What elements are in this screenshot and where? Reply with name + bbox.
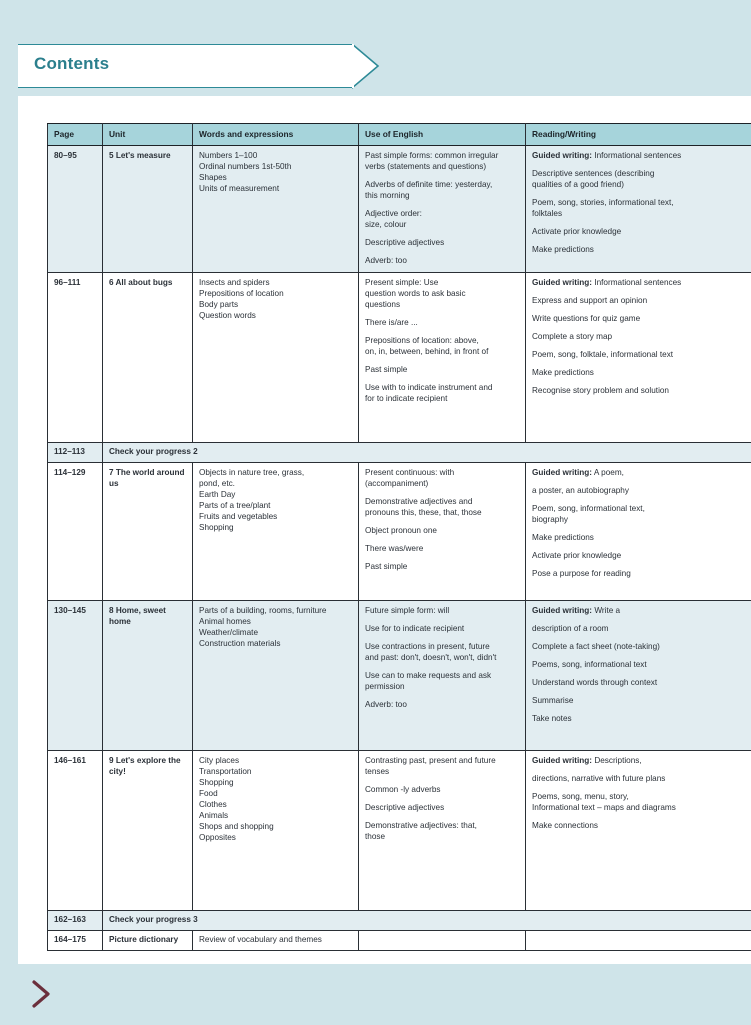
cell-group xyxy=(365,562,519,573)
cell-group xyxy=(365,497,519,519)
cell-progress-label: Check your progress 3 xyxy=(103,911,751,931)
cell-line: on, in, between, behind, in front of xyxy=(365,346,489,356)
cell-group xyxy=(365,606,519,617)
cell-group xyxy=(365,365,519,376)
cell-line: Complete a fact sheet (note-taking) xyxy=(532,642,660,652)
cell-group xyxy=(532,278,751,289)
cell-line: Weather/climate xyxy=(199,628,259,638)
cell-line: Ordinal numbers 1st-50th xyxy=(199,162,292,172)
cell-line: Informational text – maps and diagrams xyxy=(532,803,676,813)
cell-group xyxy=(532,533,751,544)
column-header-unit: Unit xyxy=(103,124,193,146)
cell-unit: Picture dictionary xyxy=(103,931,193,951)
cell-group xyxy=(532,245,751,256)
cell-line: Demonstrative adjectives and xyxy=(365,497,473,507)
cell-line: Opposites xyxy=(199,832,236,842)
cell-line: Shops and shopping xyxy=(199,821,274,831)
cell-page: 112–113 xyxy=(48,443,103,463)
cell-page: 162–163 xyxy=(48,911,103,931)
cell-line: folktales xyxy=(532,208,563,218)
cell-unit: 5 Let's measure xyxy=(103,146,193,273)
cell-line: Parts of a building, rooms, furniture xyxy=(199,606,327,616)
cell-line: Prepositions of location: above, xyxy=(365,336,479,346)
cell-line: those xyxy=(365,831,386,841)
guided-writing-value: Informational sentences xyxy=(592,278,682,288)
guided-writing-label: Guided writing: xyxy=(532,278,593,288)
table-row xyxy=(48,751,751,911)
cell-line: Shapes xyxy=(199,172,227,182)
cell-group xyxy=(532,227,751,238)
cell-line: Activate prior knowledge xyxy=(532,226,622,236)
cell-group xyxy=(532,696,751,707)
cell-line: permission xyxy=(365,681,405,691)
cell-group xyxy=(532,151,751,162)
cell-line: Express and support an opinion xyxy=(532,296,648,306)
cell-page: 146–161 xyxy=(48,751,103,911)
cell-group xyxy=(532,624,751,635)
cell-line: Make predictions xyxy=(532,244,594,254)
cell-line: Shopping xyxy=(199,522,234,532)
guided-writing-value: A poem, xyxy=(592,468,624,478)
cell-unit: 7 The world around us xyxy=(103,463,193,601)
cell-group xyxy=(365,151,519,173)
cell-line: Recognise story problem and solution xyxy=(532,385,669,395)
cell-line: Past simple xyxy=(365,561,408,571)
cell-line: description of a room xyxy=(532,624,609,634)
cell-line: Use contractions in present, future xyxy=(365,642,490,652)
cell-line: Object pronoun one xyxy=(365,525,437,535)
cell-page: 114–129 xyxy=(48,463,103,601)
cell-line: Complete a story map xyxy=(532,332,613,342)
cell-line: Adverbs of definite time: yesterday, xyxy=(365,179,493,189)
cell-group xyxy=(532,660,751,671)
guided-writing-label: Guided writing: xyxy=(532,606,593,616)
cell-page: 164–175 xyxy=(48,931,103,951)
cell-group xyxy=(365,642,519,664)
cell-line: directions, narrative with future plans xyxy=(532,774,666,784)
cell-line: question words to ask basic xyxy=(365,289,466,299)
cell-use-of-english xyxy=(359,751,526,911)
cell-line: questions xyxy=(365,300,401,310)
cell-line: Insects and spiders xyxy=(199,278,270,288)
cell-line: qualities of a good friend) xyxy=(532,179,624,189)
cell-line: Numbers 1–100 xyxy=(199,151,258,161)
cell-group xyxy=(365,238,519,249)
cell-reading-writing xyxy=(526,146,751,273)
cell-group xyxy=(532,169,751,191)
cell-line: Earth Day xyxy=(199,490,236,500)
cell-use-of-english xyxy=(359,601,526,751)
cell-group xyxy=(365,756,519,778)
cell-line: Use can to make requests and ask xyxy=(365,670,492,680)
cell-group xyxy=(532,468,751,479)
table-row-dictionary xyxy=(48,931,751,951)
cell-reading-writing xyxy=(526,601,751,751)
cell-group xyxy=(532,504,751,526)
table-row xyxy=(48,273,751,443)
cell-line: Descriptive adjectives xyxy=(365,803,445,813)
cell-line: for to indicate recipient xyxy=(365,393,448,403)
cell-group xyxy=(365,278,519,311)
table-row xyxy=(48,146,751,273)
column-header-reading: Reading/Writing xyxy=(526,124,751,146)
table-row-progress xyxy=(48,911,751,931)
cell-group xyxy=(532,678,751,689)
cell-line: Poems, song, menu, story, xyxy=(532,792,629,802)
contents-table xyxy=(47,123,751,951)
cell-line: this morning xyxy=(365,190,410,200)
table-row-progress xyxy=(48,443,751,463)
cell-line: Question words xyxy=(199,311,256,321)
guided-writing-value: Informational sentences xyxy=(592,151,682,161)
cell-line: Use with to indicate instrument and xyxy=(365,382,493,392)
cell-line: Descriptive adjectives xyxy=(365,237,445,247)
cell-group xyxy=(365,256,519,267)
cell-line: Make predictions xyxy=(532,367,594,377)
cell-group xyxy=(365,544,519,555)
cell-group xyxy=(532,368,751,379)
cell-group xyxy=(365,209,519,231)
cell-line: Adverb: too xyxy=(365,699,407,709)
cell-words: Review of vocabulary and themes xyxy=(193,931,359,951)
cell-words xyxy=(193,146,359,273)
cell-reading-writing xyxy=(526,931,751,951)
guided-writing-label: Guided writing: xyxy=(532,151,593,161)
guided-writing-value: Write a xyxy=(592,606,621,616)
cell-line: Shopping xyxy=(199,778,234,788)
cell-group xyxy=(532,714,751,725)
cell-line: Take notes xyxy=(532,713,572,723)
column-header-use: Use of English xyxy=(359,124,526,146)
cell-group xyxy=(532,296,751,307)
cell-line: Past simple forms: common irregular xyxy=(365,151,499,161)
cell-line: tenses xyxy=(365,767,390,777)
cell-group xyxy=(199,756,352,843)
cell-group xyxy=(532,314,751,325)
cell-group xyxy=(532,756,751,767)
cell-line: verbs (statements and questions) xyxy=(365,162,487,172)
cell-line: and past: don't, doesn't, won't, didn't xyxy=(365,653,497,663)
cell-line: Make connections xyxy=(532,820,598,830)
cell-line: Past simple xyxy=(365,364,408,374)
cell-line: Pose a purpose for reading xyxy=(532,568,631,578)
page-title: Contents xyxy=(34,54,110,73)
column-header-page: Page xyxy=(48,124,103,146)
cell-line: Activate prior knowledge xyxy=(532,550,622,560)
cell-group xyxy=(365,785,519,796)
cell-line: Contrasting past, present and future xyxy=(365,756,496,766)
cell-page: 80–95 xyxy=(48,146,103,273)
cell-reading-writing xyxy=(526,273,751,443)
cell-line: a poster, an autobiography xyxy=(532,486,629,496)
cell-line: There was/were xyxy=(365,543,424,553)
cell-progress-label: Check your progress 2 xyxy=(103,443,751,463)
guided-writing-label: Guided writing: xyxy=(532,468,593,478)
cell-group xyxy=(199,606,352,650)
cell-line: Write questions for quiz game xyxy=(532,314,641,324)
cell-line: Future simple form: will xyxy=(365,606,450,616)
cell-group xyxy=(365,468,519,490)
cell-group xyxy=(365,821,519,843)
cell-group xyxy=(532,821,751,832)
cell-group xyxy=(365,803,519,814)
column-header-words: Words and expressions xyxy=(193,124,359,146)
cell-group xyxy=(532,774,751,785)
cell-group xyxy=(532,792,751,814)
cell-line: Parts of a tree/plant xyxy=(199,501,271,511)
cell-group xyxy=(532,386,751,397)
cell-line: size, colour xyxy=(365,219,407,229)
cell-group xyxy=(365,671,519,693)
cell-group xyxy=(532,486,751,497)
cell-group xyxy=(532,551,751,562)
table-row xyxy=(48,463,751,601)
cell-group xyxy=(199,278,352,322)
cell-line: (accompaniment) xyxy=(365,479,429,489)
cell-group xyxy=(532,332,751,343)
table-header-row xyxy=(48,124,751,146)
cell-page: 130–145 xyxy=(48,601,103,751)
cell-line: Understand words through context xyxy=(532,677,658,687)
cell-group xyxy=(365,180,519,202)
cell-line: biography xyxy=(532,515,568,525)
cell-line: There is/are ... xyxy=(365,318,418,328)
cell-line: Animals xyxy=(199,810,229,820)
cell-line: Food xyxy=(199,789,218,799)
cell-use-of-english xyxy=(359,931,526,951)
cell-line: Poems, song, informational text xyxy=(532,660,647,670)
chevron-right-icon xyxy=(26,975,56,1013)
cell-page: 96–111 xyxy=(48,273,103,443)
cell-reading-writing xyxy=(526,463,751,601)
cell-line: Fruits and vegetables xyxy=(199,511,278,521)
cell-group xyxy=(532,198,751,220)
cell-line: pond, etc. xyxy=(199,479,235,489)
cell-line: Objects in nature tree, grass, xyxy=(199,468,305,478)
table-row xyxy=(48,601,751,751)
cell-line: Descriptive sentences (describing xyxy=(532,169,655,179)
cell-group xyxy=(365,526,519,537)
cell-group xyxy=(199,151,352,195)
cell-group xyxy=(365,700,519,711)
cell-group xyxy=(365,318,519,329)
cell-line: Adverb: too xyxy=(365,255,407,265)
cell-use-of-english xyxy=(359,273,526,443)
cell-line: Units of measurement xyxy=(199,183,280,193)
contents-banner xyxy=(0,0,751,96)
cell-line: City places xyxy=(199,756,240,766)
cell-line: Present simple: Use xyxy=(365,278,439,288)
cell-line: Demonstrative adjectives: that, xyxy=(365,820,477,830)
cell-line: Summarise xyxy=(532,695,574,705)
cell-unit: 6 All about bugs xyxy=(103,273,193,443)
cell-line: Use for to indicate recipient xyxy=(365,624,465,634)
cell-use-of-english xyxy=(359,463,526,601)
cell-words xyxy=(193,273,359,443)
cell-line: pronouns this, these, that, those xyxy=(365,508,482,518)
cell-group xyxy=(532,642,751,653)
cell-group xyxy=(532,606,751,617)
cell-group xyxy=(532,569,751,580)
cell-line: Common -ly adverbs xyxy=(365,785,441,795)
cell-group xyxy=(532,350,751,361)
cell-words xyxy=(193,601,359,751)
guided-writing-value: Descriptions, xyxy=(592,756,642,766)
cell-group xyxy=(199,468,352,533)
cell-line: Adjective order: xyxy=(365,208,422,218)
table-body xyxy=(48,146,751,951)
cell-line: Body parts xyxy=(199,300,239,310)
cell-line: Present continuous: with xyxy=(365,468,455,478)
guided-writing-label: Guided writing: xyxy=(532,756,593,766)
cell-unit: 8 Home, sweet home xyxy=(103,601,193,751)
cell-line: Transportation xyxy=(199,767,252,777)
cell-group xyxy=(365,624,519,635)
cell-reading-writing xyxy=(526,751,751,911)
cell-use-of-english xyxy=(359,146,526,273)
cell-line: Make predictions xyxy=(532,532,594,542)
cell-words xyxy=(193,751,359,911)
cell-line: Poem, song, stories, informational text, xyxy=(532,197,674,207)
cell-group xyxy=(365,383,519,405)
cell-line: Poem, song, informational text, xyxy=(532,504,645,514)
cell-group xyxy=(365,336,519,358)
cell-line: Animal homes xyxy=(199,617,251,627)
cell-words xyxy=(193,463,359,601)
cell-line: Poem, song, folktale, informational text xyxy=(532,350,674,360)
cell-line: Construction materials xyxy=(199,639,281,649)
cell-unit: 9 Let's explore the city! xyxy=(103,751,193,911)
cell-line: Prepositions of location xyxy=(199,289,284,299)
cell-line: Clothes xyxy=(199,799,227,809)
